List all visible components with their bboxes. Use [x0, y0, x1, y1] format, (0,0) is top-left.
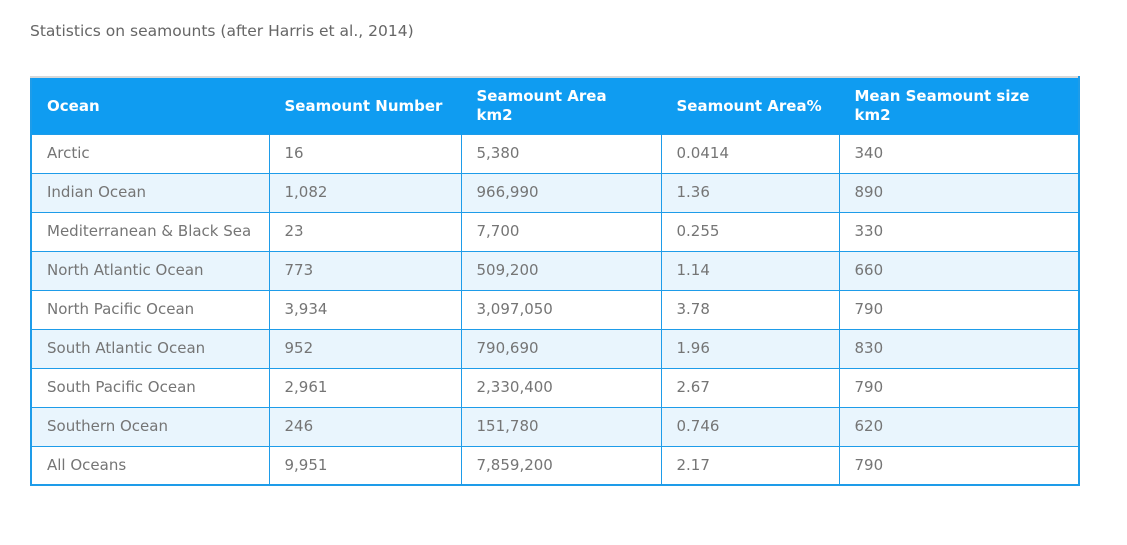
cell-southern-ocean-mean-seamount-size-km2: 620 — [839, 407, 1079, 446]
cell-indian-ocean-mean-seamount-size-km2: 890 — [839, 173, 1079, 212]
cell-south-pacific-ocean-seamount-number: 2,961 — [269, 368, 461, 407]
cell-north-pacific-ocean-seamount-area: 3.78 — [661, 290, 839, 329]
cell-north-atlantic-ocean-ocean: North Atlantic Ocean — [31, 251, 269, 290]
column-header-mean-seamount-size-km2: Mean Seamount size km2 — [839, 77, 1079, 134]
cell-south-pacific-ocean-seamount-area: 2.67 — [661, 368, 839, 407]
column-header-seamount-number: Seamount Number — [269, 77, 461, 134]
table-row-south-pacific-ocean — [31, 368, 1079, 407]
cell-mediterranean-black-sea-seamount-area: 0.255 — [661, 212, 839, 251]
cell-north-atlantic-ocean-mean-seamount-size-km2: 660 — [839, 251, 1079, 290]
seamount-stats-table — [30, 76, 1080, 486]
cell-south-atlantic-ocean-seamount-number: 952 — [269, 329, 461, 368]
table-row-south-atlantic-ocean — [31, 329, 1079, 368]
table-header — [31, 77, 1079, 134]
column-header-seamount-area: Seamount Area% — [661, 77, 839, 134]
cell-mediterranean-black-sea-mean-seamount-size-km2: 330 — [839, 212, 1079, 251]
cell-indian-ocean-ocean: Indian Ocean — [31, 173, 269, 212]
cell-south-pacific-ocean-mean-seamount-size-km2: 790 — [839, 368, 1079, 407]
table-row-arctic — [31, 134, 1079, 173]
table-row-north-atlantic-ocean — [31, 251, 1079, 290]
cell-arctic-seamount-number: 16 — [269, 134, 461, 173]
cell-north-atlantic-ocean-seamount-area-km2: 509,200 — [461, 251, 661, 290]
cell-southern-ocean-seamount-area: 0.746 — [661, 407, 839, 446]
cell-arctic-seamount-area: 0.0414 — [661, 134, 839, 173]
cell-arctic-seamount-area-km2: 5,380 — [461, 134, 661, 173]
cell-southern-ocean-ocean: Southern Ocean — [31, 407, 269, 446]
cell-north-pacific-ocean-ocean: North Pacific Ocean — [31, 290, 269, 329]
cell-south-atlantic-ocean-seamount-area-km2: 790,690 — [461, 329, 661, 368]
cell-mediterranean-black-sea-seamount-area-km2: 7,700 — [461, 212, 661, 251]
cell-south-pacific-ocean-seamount-area-km2: 2,330,400 — [461, 368, 661, 407]
table-row-mediterranean-black-sea — [31, 212, 1079, 251]
cell-north-pacific-ocean-seamount-area-km2: 3,097,050 — [461, 290, 661, 329]
cell-south-atlantic-ocean-ocean: South Atlantic Ocean — [31, 329, 269, 368]
cell-arctic-mean-seamount-size-km2: 340 — [839, 134, 1079, 173]
cell-all-oceans-mean-seamount-size-km2: 790 — [839, 446, 1079, 485]
cell-north-pacific-ocean-mean-seamount-size-km2: 790 — [839, 290, 1079, 329]
cell-southern-ocean-seamount-area-km2: 151,780 — [461, 407, 661, 446]
cell-indian-ocean-seamount-area-km2: 966,990 — [461, 173, 661, 212]
table-body — [31, 134, 1079, 485]
cell-mediterranean-black-sea-ocean: Mediterranean & Black Sea — [31, 212, 269, 251]
cell-south-atlantic-ocean-mean-seamount-size-km2: 830 — [839, 329, 1079, 368]
cell-all-oceans-seamount-area-km2: 7,859,200 — [461, 446, 661, 485]
cell-mediterranean-black-sea-seamount-number: 23 — [269, 212, 461, 251]
cell-south-pacific-ocean-ocean: South Pacific Ocean — [31, 368, 269, 407]
cell-north-atlantic-ocean-seamount-number: 773 — [269, 251, 461, 290]
cell-north-pacific-ocean-seamount-number: 3,934 — [269, 290, 461, 329]
cell-all-oceans-ocean: All Oceans — [31, 446, 269, 485]
cell-indian-ocean-seamount-area: 1.36 — [661, 173, 839, 212]
cell-southern-ocean-seamount-number: 246 — [269, 407, 461, 446]
cell-indian-ocean-seamount-number: 1,082 — [269, 173, 461, 212]
page-title: Statistics on seamounts (after Harris et al., 2014) — [30, 22, 414, 40]
cell-all-oceans-seamount-area: 2.17 — [661, 446, 839, 485]
table-row-southern-ocean — [31, 407, 1079, 446]
cell-all-oceans-seamount-number: 9,951 — [269, 446, 461, 485]
column-header-seamount-area-km2: Seamount Area km2 — [461, 77, 661, 134]
column-header-ocean: Ocean — [31, 77, 269, 134]
table-row-indian-ocean — [31, 173, 1079, 212]
cell-south-atlantic-ocean-seamount-area: 1.96 — [661, 329, 839, 368]
header-row — [31, 77, 1079, 134]
table-row-north-pacific-ocean — [31, 290, 1079, 329]
table-row-all-oceans — [31, 446, 1079, 485]
cell-arctic-ocean: Arctic — [31, 134, 269, 173]
cell-north-atlantic-ocean-seamount-area: 1.14 — [661, 251, 839, 290]
